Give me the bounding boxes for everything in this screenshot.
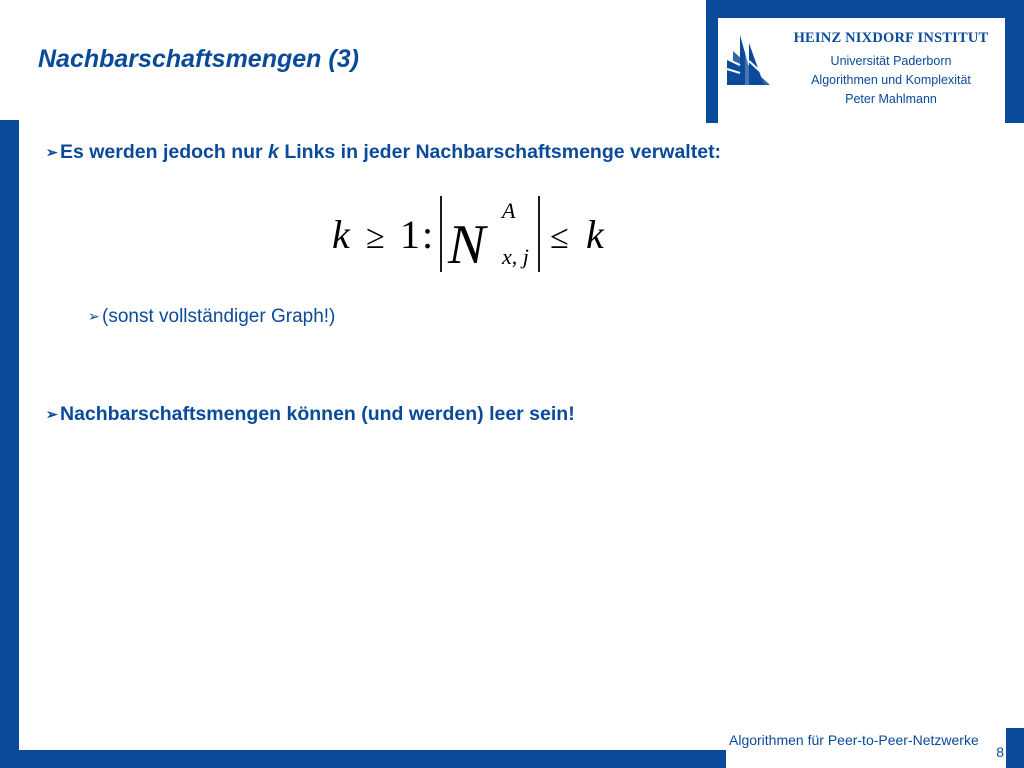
formula-geq: ≥: [366, 219, 385, 256]
bottom-frame-bar: [0, 750, 726, 768]
formula-set-symbol: N: [448, 214, 486, 276]
bullet-text: Nachbarschaftsmengen können (und werden) leer sein!: [60, 403, 575, 425]
right-frame-bar: [1006, 728, 1024, 768]
bullet-text: Links in jeder Nachbarschaftsmenge verwaltet:: [278, 141, 722, 163]
bullet-variable-k: k: [268, 141, 279, 163]
neighborhood-size-formula: [326, 190, 626, 280]
formula-superscript: A: [502, 198, 516, 223]
institute-university: Universität Paderborn: [830, 54, 952, 68]
formula-k-right: k: [586, 212, 604, 257]
institute-department: Algorithmen und Komplexität: [811, 73, 971, 87]
bullet-item-empty-sets: [46, 403, 575, 426]
bullet-item-complete-graph: [88, 306, 335, 328]
page-number: 8: [996, 744, 1004, 760]
left-frame-bar: [0, 120, 19, 768]
slide-title: Nachbarschaftsmengen (3): [38, 45, 359, 73]
arrow-bullet-icon: ➢: [46, 406, 58, 422]
institute-author: Peter Mahlmann: [845, 92, 937, 106]
formula-k-left: k: [332, 212, 350, 257]
institute-name: HEINZ NIXDORF INSTITUT: [793, 30, 989, 46]
bullet-text: (sonst vollständiger Graph!): [102, 306, 336, 327]
formula-leq: ≤: [550, 219, 569, 256]
arrow-bullet-icon: ➢: [88, 308, 100, 324]
bullet-text: Es werden jedoch nur: [60, 141, 269, 163]
arrow-bullet-icon: ➢: [46, 144, 58, 160]
institute-header-panel: [718, 18, 1005, 123]
institute-header: [706, 0, 1024, 123]
formula-subscript: x, j: [502, 244, 529, 269]
university-logo-icon: [726, 31, 772, 87]
formula-colon: :: [422, 212, 434, 257]
bullet-item-links-per-set: [46, 141, 721, 164]
formula-one: 1: [400, 212, 420, 257]
footer-lecture-title: Algorithmen für Peer-to-Peer-Netzwerke: [729, 732, 979, 748]
